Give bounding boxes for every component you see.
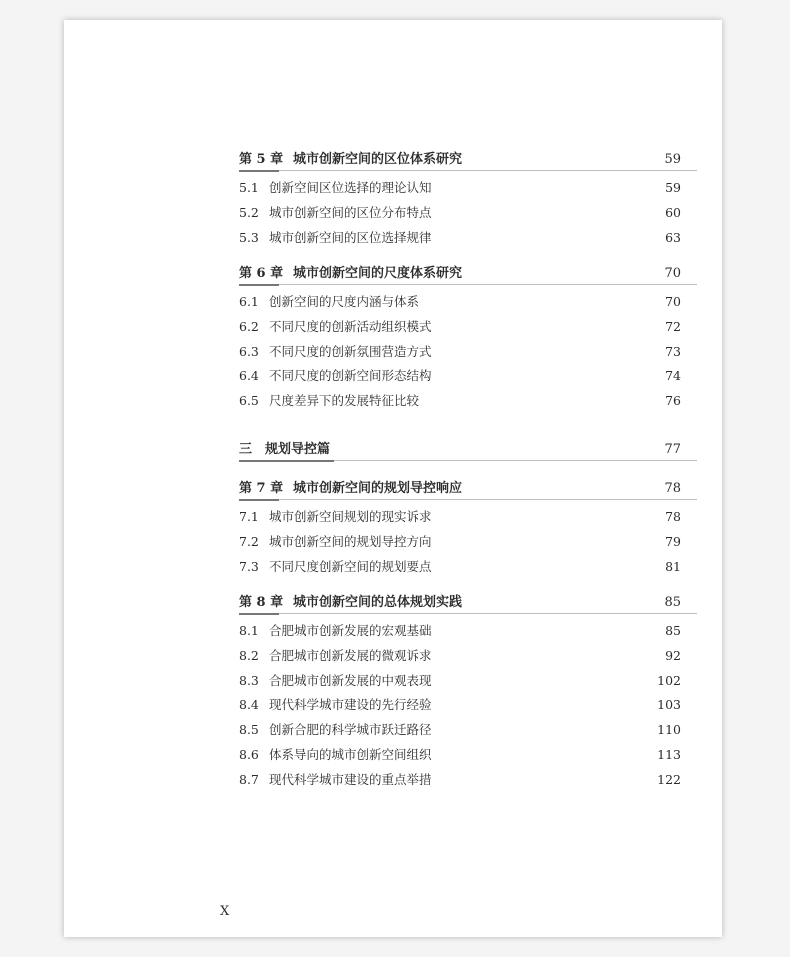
entry-page: 72: [665, 318, 681, 334]
heading-title: 城市创新空间的区位体系研究: [293, 152, 463, 167]
entry-page: 122: [657, 771, 681, 787]
toc-entry[interactable]: [239, 619, 697, 644]
toc-entry[interactable]: [239, 315, 697, 340]
entry-number: 8.1: [239, 622, 259, 638]
entry-page: 81: [665, 558, 681, 574]
entry-title: 现代科学城市建设的先行经验: [269, 697, 432, 713]
book-page: [64, 20, 722, 937]
heading-number: 三: [239, 441, 253, 457]
entry-page: 59: [665, 180, 681, 195]
heading-number: 第 8 章: [239, 594, 284, 610]
entry-number: 7.3: [239, 558, 259, 574]
entry-title: 创新空间区位选择的理论认知: [269, 180, 432, 195]
entry-number: 6.2: [239, 318, 259, 334]
entry-number: 5.2: [239, 204, 259, 220]
entry-page: 70: [665, 293, 681, 309]
entry-title: 城市创新空间的区位选择规律: [269, 229, 432, 245]
entry-number: 7.1: [239, 508, 259, 524]
entry-page: 78: [665, 508, 681, 524]
toc-entry[interactable]: [239, 201, 697, 226]
heading-rule-accent: [239, 460, 334, 462]
toc-entry[interactable]: [239, 644, 697, 669]
entry-number: 6.5: [239, 393, 259, 409]
chapter-heading[interactable]: [239, 478, 697, 505]
entry-title: 城市创新空间的规划导控方向: [269, 533, 432, 549]
heading-number: 第 5 章: [239, 152, 284, 167]
entry-title: 不同尺度的创新活动组织模式: [269, 318, 432, 334]
toc-entry[interactable]: [239, 389, 697, 414]
entry-title: 创新合肥的科学城市跃迁路径: [269, 722, 432, 738]
heading-rule-accent: [239, 170, 279, 172]
chapter-heading[interactable]: [239, 592, 697, 619]
heading-rule-accent: [239, 499, 279, 501]
heading-title: 城市创新空间的总体规划实践: [293, 594, 463, 610]
heading-page: 85: [664, 594, 681, 610]
heading-page: 77: [664, 441, 681, 457]
toc-entry[interactable]: [239, 226, 697, 251]
toc-entry[interactable]: [239, 555, 697, 580]
heading-number: 第 7 章: [239, 480, 284, 496]
heading-rule: [239, 284, 697, 285]
entry-page: 113: [657, 746, 681, 762]
entry-page: 63: [665, 229, 681, 245]
entry-page: 85: [665, 622, 681, 638]
heading-title: 规划导控篇: [265, 441, 331, 457]
entry-number: 6.1: [239, 293, 259, 309]
entry-title: 合肥城市创新发展的中观表现: [269, 672, 432, 688]
chapter-heading[interactable]: [239, 263, 697, 290]
entry-title: 尺度差异下的发展特征比较: [269, 393, 420, 409]
entry-page: 76: [665, 393, 681, 409]
entry-number: 7.2: [239, 533, 259, 549]
entry-page: 103: [657, 697, 681, 713]
entry-page: 60: [665, 204, 681, 220]
entry-number: 8.4: [239, 697, 259, 713]
entry-page: 79: [665, 533, 681, 549]
heading-rule: [239, 613, 697, 614]
entry-page: 92: [665, 647, 681, 663]
entry-number: 8.6: [239, 746, 259, 762]
entry-title: 不同尺度创新空间的规划要点: [269, 558, 432, 574]
entry-title: 城市创新空间的区位分布特点: [269, 204, 432, 220]
entry-title: 体系导向的城市创新空间组织: [269, 746, 432, 762]
heading-rule: [239, 499, 697, 500]
entry-title: 现代科学城市建设的重点举措: [269, 771, 432, 787]
chapter-heading[interactable]: [239, 149, 697, 176]
toc-entry[interactable]: [239, 693, 697, 718]
entry-number: 6.4: [239, 368, 259, 384]
heading-page: 59: [664, 152, 681, 167]
heading-number: 第 6 章: [239, 265, 284, 281]
entry-title: 城市创新空间规划的现实诉求: [269, 508, 432, 524]
heading-title: 城市创新空间的尺度体系研究: [293, 265, 463, 281]
heading-rule: [239, 170, 697, 171]
entry-number: 8.7: [239, 771, 259, 787]
heading-rule-accent: [239, 613, 279, 615]
heading-rule-accent: [239, 284, 279, 286]
toc-entry[interactable]: [239, 364, 697, 389]
toc-entry[interactable]: [239, 768, 697, 793]
entry-page: 102: [657, 672, 681, 688]
toc-entry[interactable]: [239, 743, 697, 768]
toc-entry[interactable]: [239, 176, 697, 201]
part-heading[interactable]: [239, 439, 697, 466]
entry-title: 合肥城市创新发展的宏观基础: [269, 622, 432, 638]
entry-number: 8.3: [239, 672, 259, 688]
entry-page: 73: [665, 343, 681, 359]
entry-title: 创新空间的尺度内涵与体系: [269, 293, 420, 309]
toc-entry[interactable]: [239, 290, 697, 315]
toc-entry[interactable]: [239, 669, 697, 694]
entry-number: 8.2: [239, 647, 259, 663]
toc-entry[interactable]: [239, 505, 697, 530]
entry-title: 不同尺度的创新空间形态结构: [269, 368, 432, 384]
heading-page: 78: [664, 480, 681, 496]
entry-number: 5.1: [239, 180, 259, 195]
heading-page: 70: [664, 265, 681, 281]
entry-number: 5.3: [239, 229, 259, 245]
entry-page: 110: [657, 722, 681, 738]
entry-page: 74: [665, 368, 681, 384]
toc-entry[interactable]: [239, 340, 697, 365]
entry-title: 合肥城市创新发展的微观诉求: [269, 647, 432, 663]
toc-entry[interactable]: [239, 530, 697, 555]
entry-title: 不同尺度的创新氛围营造方式: [269, 343, 432, 359]
page-folio: X: [220, 904, 230, 919]
heading-title: 城市创新空间的规划导控响应: [293, 480, 463, 496]
entry-number: 6.3: [239, 343, 259, 359]
entry-number: 8.5: [239, 722, 259, 738]
table-of-contents: [239, 149, 697, 793]
toc-entry[interactable]: [239, 718, 697, 743]
